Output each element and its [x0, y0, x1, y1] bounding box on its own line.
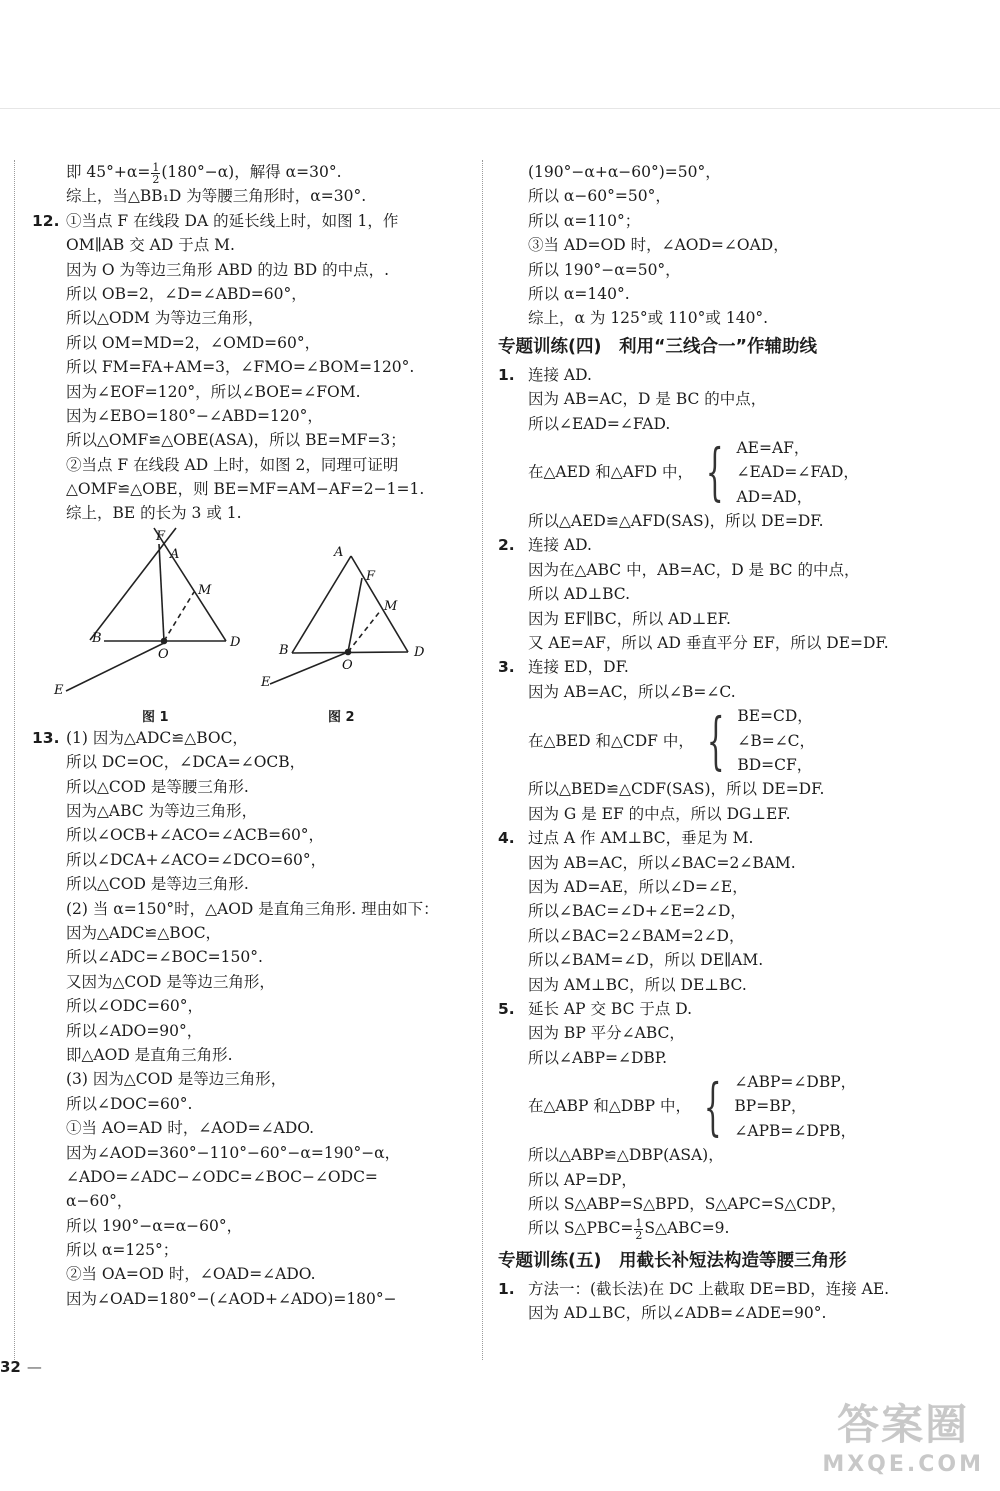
line-text: 因为∠EBO=180°−∠ABD=120°，: [66, 406, 323, 425]
section4-problem-3: [498, 655, 948, 826]
line-text: 因为△ADC≌△BOC，: [66, 923, 222, 942]
text-line: [528, 387, 948, 411]
line-text: 所以 S△ABP=S△BPD，S△APC=S△CDP，: [528, 1195, 847, 1214]
text-line: [66, 823, 456, 847]
text-line: [66, 945, 456, 969]
line-text: 所以 190°−α=50°，: [528, 260, 681, 279]
brace-condition: AD=AD，: [736, 487, 813, 506]
line-text: ①当点 F 在线段 DA 的延长线上时，如图 1，作: [66, 211, 399, 230]
text-line: [66, 1214, 456, 1238]
line-text: 所以 α−60°=50°，: [528, 187, 671, 206]
page-number: 32 —: [0, 1358, 42, 1376]
text-line: [528, 258, 948, 282]
text-line: [66, 775, 456, 799]
text-line: [66, 282, 456, 306]
fig1-label-a: A: [170, 546, 180, 562]
line-text: ①当 AO=AD 时，∠AOD=∠ADO.: [66, 1119, 315, 1138]
text-line: [528, 233, 948, 257]
text-line: [66, 355, 456, 379]
fig2-label-e: E: [261, 674, 271, 690]
brace-lead: 在△BED 和△CDF 中，: [528, 731, 694, 750]
brace-conditions: [734, 1070, 856, 1143]
line-text: 所以 OB=2，∠D=∠ABD=60°，: [66, 284, 307, 303]
brace-condition: ∠EAD=∠FAD，: [736, 463, 859, 482]
fig2-point-o: [346, 649, 351, 654]
fig2-line-ab: [292, 556, 351, 653]
text-line: [66, 453, 456, 477]
text-line: [498, 997, 948, 1021]
line-text: OM∥AB 交 AD 于点 M.: [66, 236, 235, 255]
line-text: 所以∠ABP=∠DBP.: [528, 1048, 668, 1067]
text-line: [66, 306, 456, 330]
text-line: [66, 750, 456, 774]
text-line: [66, 1262, 456, 1286]
fig2-label-o: O: [342, 657, 353, 673]
problem-number: 5.: [498, 999, 515, 1018]
text-line: [528, 582, 948, 606]
line-text: 即△AOD 是直角三角形.: [66, 1045, 233, 1064]
brace-condition: AE=AF，: [736, 438, 810, 457]
line-text: 因为∠EOF=120°，所以∠BOE=∠FOM.: [66, 382, 361, 401]
text-line: [498, 533, 948, 557]
text-line: [66, 1116, 456, 1140]
fig2-line-of: [348, 578, 362, 652]
text-line: [498, 363, 948, 387]
fig2-caption: 图 2: [328, 709, 355, 725]
problem-number: 1.: [498, 1279, 515, 1298]
brace-condition: ∠B=∠C，: [737, 731, 816, 750]
line-text: 因为 AB=AC，D 是 BC 的中点，: [528, 390, 767, 409]
section-heading-4: 专题训练(四) 利用“三线合一”作辅助线: [498, 336, 817, 357]
text-line: [528, 1021, 948, 1045]
line-text: 所以△ABP≌△DBP(ASA)，: [528, 1146, 724, 1165]
intro-line-1: 即 45°+α= $\frac{1}{2}$ (180°−α)，解得 α=30°.: [66, 160, 342, 186]
text-line: [66, 1141, 456, 1165]
text-line: [66, 1019, 456, 1043]
line-text: 因为 AB=AC，所以∠BAC=2∠BAM.: [528, 853, 796, 872]
line-text: 因为∠AOD=360°−110°−60°−α=190°−α，: [66, 1143, 401, 1162]
text-line: [528, 948, 948, 972]
text-line: [66, 872, 456, 896]
text-line: [66, 404, 456, 428]
line-text: 所以 190°−α=α−60°，: [66, 1216, 243, 1235]
fig2-label-f: F: [366, 568, 376, 584]
line-text: 所以 DC=OC，∠DCA=∠OCB，: [66, 753, 306, 772]
text-line: [66, 848, 456, 872]
section4-problem-2: [498, 533, 948, 655]
line-text: 连接 ED，DF.: [528, 658, 629, 677]
text-line: [528, 1143, 948, 1167]
line-text: 因为 G 是 EF 的中点，所以 DG⊥EF.: [528, 804, 791, 823]
line-text: 所以 α=140°.: [528, 284, 630, 303]
line-text: 所以∠BAC=∠D+∠E=2∠D，: [528, 902, 746, 921]
text-line: [66, 1189, 456, 1213]
continuation-lines: [528, 160, 948, 331]
line-text: 所以△AED≌△AFD(SAS)，所以 DE=DF.: [528, 512, 824, 531]
text-line: [32, 209, 456, 233]
text-line: [528, 924, 948, 948]
line-text: 所以△BED≌△CDF(SAS)，所以 DE=DF.: [528, 780, 825, 799]
line-text: 所以∠BAC=2∠BAM=2∠D，: [528, 926, 745, 945]
line-text: 过点 A 作 AM⊥BC，垂足为 M.: [528, 829, 754, 848]
line-text: 所以△ODM 为等边三角形，: [66, 309, 264, 328]
text-line: [528, 282, 948, 306]
brace-condition: BE=CD，: [737, 707, 813, 726]
line-text: ②当 OA=OD 时，∠OAD=∠ADO.: [66, 1265, 316, 1284]
text-line: [528, 306, 948, 330]
section-heading-5: 专题训练(五) 用截长补短法构造等腰三角形: [498, 1250, 847, 1271]
line-text: 所以 α=125°；: [66, 1241, 179, 1260]
line-text: 所以 AD⊥BC.: [528, 585, 631, 604]
line-text: 又 AE=AF，所以 AD 垂直平分 EF，所以 DE=DF.: [528, 634, 889, 653]
line-text: 因为 AD=AE，所以∠D=∠E，: [528, 877, 748, 896]
fig2-line-om: [348, 610, 381, 652]
fig2-label-b: B: [279, 642, 289, 658]
line-text: ②当点 F 在线段 AD 上时，如图 2，同理可证明: [66, 455, 399, 474]
line-text: 所以 FM=FA+AM=3，∠FMO=∠BOM=120°.: [66, 358, 415, 377]
brace-lead: 在△ABP 和△DBP 中，: [528, 1097, 691, 1116]
line-text: 因为 BP 平分∠ABC，: [528, 1024, 685, 1043]
text-line: [66, 380, 456, 404]
text-line: [498, 826, 948, 850]
line-text: 因为在△ABC 中，AB=AC，D 是 BC 的中点，: [528, 560, 860, 579]
intro-line-2: 综上，当△BB₁D 为等腰三角形时，α=30°.: [66, 187, 367, 206]
line-text: 综上，α 为 125°或 110°或 140°.: [528, 309, 769, 328]
text-line: [528, 680, 948, 704]
text-line: [66, 428, 456, 452]
text-line: [66, 331, 456, 355]
section5-problem-1: [498, 1277, 948, 1326]
line-text: 因为∠OAD=180°−(∠AOD+∠ADO)=180°−: [66, 1289, 397, 1308]
text-line: [66, 897, 456, 921]
problem-number: 1.: [498, 365, 515, 384]
text-line: [66, 921, 456, 945]
line-text: 所以△COD 是等边三角形.: [66, 875, 249, 894]
fig2-label-a: A: [334, 544, 344, 560]
line-text: 又因为△COD 是等边三角形，: [66, 972, 275, 991]
text-line: [528, 1301, 948, 1325]
line-text: (1) 因为△ADC≌△BOC，: [66, 728, 248, 747]
text-line: [528, 412, 948, 436]
fig1-caption: 图 1: [142, 709, 169, 725]
brace-system: [528, 436, 948, 509]
fraction-half: $\frac{1}{2}$: [152, 160, 160, 186]
text-line: [528, 802, 948, 826]
problem-number: 3.: [498, 658, 515, 677]
section4-problem-4: [498, 826, 948, 997]
line-text: 所以∠DCA+∠ACO=∠DCO=60°，: [66, 850, 327, 869]
fig1-label-b: B: [92, 630, 102, 646]
text-line: [528, 558, 948, 582]
watermark-logo: 答案圈: [837, 1400, 970, 1449]
problem-13: [32, 726, 456, 1311]
line-text: 综上，BE 的长为 3 或 1.: [66, 504, 242, 523]
text-line: [528, 1192, 948, 1216]
brace-lead: 在△AED 和△AFD 中，: [528, 463, 694, 482]
text-line: [66, 799, 456, 823]
text-line: [498, 1277, 948, 1301]
line-text: (2) 当 α=150°时，△AOD 是直角三角形. 理由如下：: [66, 899, 439, 918]
section4-problem-5: [498, 997, 948, 1217]
text-line: [528, 851, 948, 875]
brace-system: [528, 704, 948, 777]
text-line: [66, 1092, 456, 1116]
brace-condition: BP=BP，: [734, 1097, 807, 1116]
fig1-label-e: E: [54, 682, 64, 698]
text-line: [66, 1067, 456, 1091]
text-line: [498, 655, 948, 679]
line-text: 所以∠BAM=∠D，所以 DE∥AM.: [528, 951, 764, 970]
line-text: 因为 AM⊥BC，所以 DE⊥BC.: [528, 975, 747, 994]
left-column: [32, 160, 456, 1311]
text-line: [66, 477, 456, 501]
line-text: 所以△COD 是等腰三角形.: [66, 777, 249, 796]
line-text: 连接 AD.: [528, 536, 592, 555]
problem-number: 2.: [498, 536, 515, 555]
line-text: 所以∠ADC=∠BOC=150°.: [66, 948, 263, 967]
line-text: (190°−α+α−60°)=50°，: [528, 163, 721, 181]
line-text: (3) 因为△COD 是等边三角形，: [66, 1070, 287, 1089]
line-text: 所以 AP=DP，: [528, 1170, 637, 1189]
text-line: [528, 631, 948, 655]
right-column: [498, 160, 948, 1326]
line-text: 所以∠ADO=90°，: [66, 1021, 203, 1040]
fig1-label-m: M: [198, 582, 212, 598]
text-line: [66, 1287, 456, 1311]
brace-condition: ∠APB=∠DPB，: [734, 1121, 857, 1140]
line-text: 连接 AD.: [528, 365, 592, 384]
line-text: 所以△OMF≌△OBE(ASA)，所以 BE=MF=3；: [66, 431, 406, 450]
p5-area-conclusion: 所以 S△PBC= $\frac{1}{2}$ S△ABC=9.: [528, 1216, 730, 1242]
brace-condition: BD=CF，: [737, 755, 813, 774]
watermark-site: MXQE.COM: [822, 1452, 984, 1477]
header-rule: [0, 108, 1000, 109]
line-text: 所以 α=110°；: [528, 211, 641, 230]
fig1-label-d: D: [230, 634, 241, 650]
text-line: [66, 258, 456, 282]
text-line: [528, 209, 948, 233]
text-line: [528, 160, 948, 184]
line-text: ③当 AD=OD 时，∠AOD=∠OAD，: [528, 236, 789, 255]
text-line: [66, 501, 456, 525]
text-line: [32, 726, 456, 750]
line-text: 所以∠ODC=60°，: [66, 997, 203, 1016]
problem-number: 13.: [32, 728, 60, 747]
line-text: 因为△ABC 为等边三角形，: [66, 802, 258, 821]
fig2-label-m: M: [384, 598, 398, 614]
line-text: 因为 AB=AC，所以∠B=∠C.: [528, 682, 736, 701]
problem-number: 4.: [498, 829, 515, 848]
line-text: 所以 OM=MD=2，∠OMD=60°，: [66, 333, 321, 352]
text-line: [66, 1043, 456, 1067]
line-text: 因为 AD⊥BC，所以∠ADB=∠ADE=90°.: [528, 1304, 827, 1323]
brace-system: [528, 1070, 948, 1143]
fig1-label-o: O: [158, 646, 169, 662]
line-text: α−60°，: [66, 1192, 133, 1211]
text-line: [528, 1046, 948, 1070]
line-text: △OMF≌△OBE，则 BE=MF=AM−AF=2−1=1.: [66, 480, 425, 499]
text-line: [66, 970, 456, 994]
text-line: [528, 509, 948, 533]
text-line: [528, 973, 948, 997]
text-line: [66, 1165, 456, 1189]
text-line: [66, 233, 456, 257]
section4-problem-1: [498, 363, 948, 534]
line-text: 所以∠OCB+∠ACO=∠ACB=60°，: [66, 826, 325, 845]
line-text: 延长 AP 交 BC 于点 D.: [528, 999, 693, 1018]
fig1-label-f: F: [156, 528, 166, 544]
line-text: 所以∠EAD=∠FAD.: [528, 414, 671, 433]
line-text: 因为 EF∥BC，所以 AD⊥EF.: [528, 609, 731, 628]
column-divider: [482, 160, 483, 1360]
left-margin-dots: [14, 160, 15, 1360]
brace-icon: {: [706, 703, 725, 777]
brace-condition: ∠ABP=∠DBP，: [734, 1073, 857, 1092]
problem-12: [32, 209, 456, 526]
brace-icon: {: [705, 435, 724, 509]
text-line: [528, 875, 948, 899]
watermark: [822, 1392, 984, 1477]
text-line: [66, 994, 456, 1018]
text-line: [528, 777, 948, 801]
text-line: [66, 1238, 456, 1262]
line-text: 所以∠DOC=60°.: [66, 1094, 193, 1113]
text-line: [528, 1168, 948, 1192]
text-line: [528, 899, 948, 923]
line-text: 方法一：(截长法)在 DC 上截取 DE=BD，连接 AE.: [528, 1279, 890, 1298]
fraction-half-2: $\frac{1}{2}$: [635, 1216, 643, 1242]
brace-icon: {: [703, 1069, 722, 1143]
brace-conditions: [736, 436, 858, 509]
problem-number: 12.: [32, 211, 60, 230]
line-text: ∠ADO=∠ADC−∠ODC=∠BOC−∠ODC=: [66, 1167, 378, 1186]
figures: [54, 526, 456, 726]
line-text: 因为 O 为等边三角形 ABD 的边 BD 的中点，.: [66, 260, 390, 279]
figure-2: [66, 526, 456, 726]
brace-conditions: [737, 704, 815, 777]
text-line: [528, 184, 948, 208]
text-line: [528, 607, 948, 631]
fig2-label-d: D: [414, 644, 425, 660]
